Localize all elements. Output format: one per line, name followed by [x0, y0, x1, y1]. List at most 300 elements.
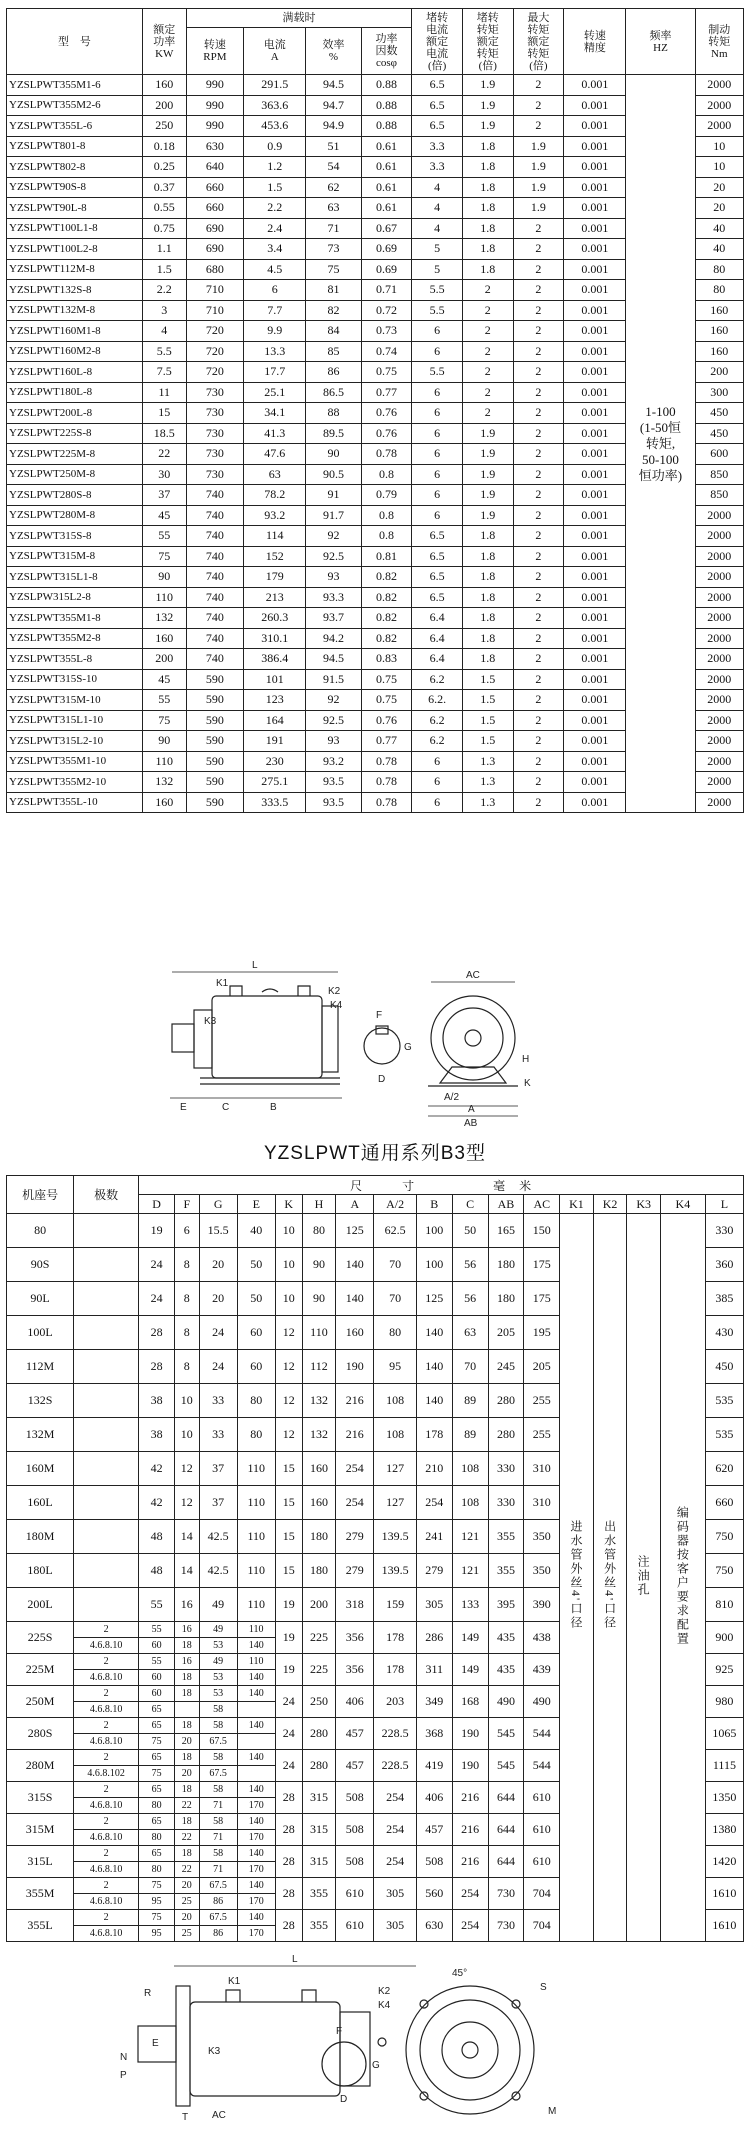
spec-cell: 132: [142, 608, 186, 629]
dim-label-K1: K1: [216, 978, 229, 989]
dim-cell: 610: [524, 1782, 560, 1814]
header-line: Nm: [711, 47, 728, 60]
frequency-note-line: 1-100: [645, 403, 676, 419]
spec-cell: 0.76: [361, 423, 412, 444]
spec-cell: 0.001: [564, 485, 626, 506]
dim-cell: 140: [237, 1910, 275, 1926]
dim-cell: 100: [416, 1214, 452, 1248]
dim-cell: 28: [275, 1878, 302, 1910]
spec-cell: 0.001: [564, 587, 626, 608]
model-cell: YZSLPWT132S-8: [7, 280, 143, 301]
spec-cell: 0.78: [361, 751, 412, 772]
spec-cell: 850: [695, 485, 743, 506]
dim-cell: 254: [336, 1452, 374, 1486]
spec-cell: 2: [462, 362, 513, 383]
spec-cell: 2: [513, 772, 564, 793]
spec-cell: 90.5: [306, 464, 361, 485]
frame-cell: 100L: [7, 1316, 74, 1350]
dim-cell: 704: [524, 1878, 560, 1910]
dim-cell: 56: [452, 1282, 488, 1316]
dim-cell: 544: [524, 1718, 560, 1750]
dim-cell: 457: [336, 1718, 374, 1750]
spec-cell: 55: [142, 526, 186, 547]
spec-cell: 1.9: [513, 136, 564, 157]
col-frame: 机座号: [7, 1176, 74, 1214]
k1-note: [560, 1214, 594, 1942]
dim-cell: 25: [174, 1894, 199, 1910]
model-cell: YZSLPWT355M2-8: [7, 628, 143, 649]
dim-cell: 310: [524, 1452, 560, 1486]
model-cell: YZSLPWT200L-8: [7, 403, 143, 424]
spec-cell: 0.76: [361, 710, 412, 731]
spec-cell: 91.5: [306, 669, 361, 690]
dim-cell: 644: [488, 1782, 524, 1814]
dim-cell: 20: [174, 1766, 199, 1782]
dim-cell: 33: [199, 1418, 237, 1452]
dim-cell: 286: [416, 1622, 452, 1654]
dim-cell: 140: [416, 1316, 452, 1350]
dim-cell: 86: [199, 1894, 237, 1910]
dim-cell: 168: [452, 1686, 488, 1718]
spec-cell: 93.2: [244, 505, 306, 526]
col-dim: F: [174, 1195, 199, 1214]
dim-cell: 140: [237, 1718, 275, 1734]
spec-cell: 6.4: [412, 628, 463, 649]
dim-cell: 22: [174, 1862, 199, 1878]
spec-cell: 2.4: [244, 218, 306, 239]
spec-cell: 0.001: [564, 280, 626, 301]
dim-cell: 560: [416, 1878, 452, 1910]
dim-label-K3-2: K3: [208, 2046, 221, 2057]
dim-cell: 49: [199, 1588, 237, 1622]
dim-cell: 50: [237, 1282, 275, 1316]
dim-cell: 127: [374, 1486, 417, 1520]
spec-cell: 640: [186, 157, 244, 178]
spec-cell: 2: [513, 567, 564, 588]
dim-cell: 12: [174, 1452, 199, 1486]
model-cell: YZSLPWT315S-8: [7, 526, 143, 547]
spec-cell: 0.82: [361, 567, 412, 588]
dim-label-K2: K2: [328, 986, 341, 997]
dim-cell: 65: [139, 1846, 175, 1862]
spec-cell: 22: [142, 444, 186, 465]
dim-cell: 60: [139, 1670, 175, 1686]
spec-cell: 0.001: [564, 772, 626, 793]
dim-cell: 140: [237, 1686, 275, 1702]
spec-cell: 93: [306, 731, 361, 752]
col-dim: L: [705, 1195, 743, 1214]
dim-cell: 178: [374, 1654, 417, 1686]
dim-cell: 630: [416, 1910, 452, 1942]
spec-row: [7, 75, 744, 96]
spec-cell: 0.77: [361, 731, 412, 752]
dim-cell: 58: [199, 1718, 237, 1734]
length-cell: 1380: [705, 1814, 743, 1846]
spec-cell: 10: [695, 157, 743, 178]
poles-cell: 4.6.8.10: [74, 1734, 139, 1750]
dim-cell: 349: [416, 1686, 452, 1718]
dim-cell: 350: [524, 1520, 560, 1554]
spec-cell: 740: [186, 587, 244, 608]
dim-cell: 20: [199, 1282, 237, 1316]
dim-cell: 12: [275, 1418, 302, 1452]
dim-cell: 58: [199, 1814, 237, 1830]
spec-cell: 2000: [695, 567, 743, 588]
dim-cell: 90: [302, 1248, 336, 1282]
dim-label-A2: A/2: [444, 1092, 460, 1103]
dim-cell: 48: [139, 1554, 175, 1588]
header-line: %: [328, 51, 339, 63]
poles-cell: 4.6.8.10: [74, 1670, 139, 1686]
model-cell: YZSLPW315L2-8: [7, 587, 143, 608]
spec-cell: 1.8: [462, 649, 513, 670]
poles-cell: 2: [74, 1686, 139, 1702]
spec-cell: 6: [412, 321, 463, 342]
dim-label-K4-2: K4: [378, 2000, 391, 2011]
dim-cell: 20: [199, 1248, 237, 1282]
dim-cell: 170: [237, 1894, 275, 1910]
spec-cell: 600: [695, 444, 743, 465]
spec-cell: 94.7: [306, 95, 361, 116]
dim-cell: 100: [416, 1248, 452, 1282]
spec-cell: 6: [412, 341, 463, 362]
spec-cell: 1.1: [142, 239, 186, 260]
dim-cell: [237, 1734, 275, 1750]
dim-cell: [237, 1702, 275, 1718]
dim-cell: 86: [199, 1926, 237, 1942]
spec-cell: 0.55: [142, 198, 186, 219]
angle-label: 45°: [452, 1968, 468, 1979]
dim-cell: 225: [302, 1622, 336, 1654]
spec-cell: 62: [306, 177, 361, 198]
dim-cell: 18: [174, 1846, 199, 1862]
dim-label-K1-2: K1: [228, 1976, 241, 1987]
spec-cell: 2: [513, 75, 564, 96]
spec-cell: 363.6: [244, 95, 306, 116]
dim-cell: 305: [416, 1588, 452, 1622]
header-line: 转矩: [527, 23, 550, 36]
header-line: 堵转: [426, 11, 449, 24]
spec-cell: 300: [695, 382, 743, 403]
dim-cell: 350: [524, 1554, 560, 1588]
dim-cell: 80: [302, 1214, 336, 1248]
dim-cell: 10: [174, 1418, 199, 1452]
model-cell: YZSLPWT315L1-8: [7, 567, 143, 588]
spec-cell: 0.76: [361, 403, 412, 424]
col-dim: AB: [488, 1195, 524, 1214]
spec-cell: 75: [142, 710, 186, 731]
dim-cell: 95: [139, 1926, 175, 1942]
dim-cell: 149: [452, 1654, 488, 1686]
spec-cell: 2: [513, 546, 564, 567]
spec-cell: 0.001: [564, 669, 626, 690]
spec-cell: 71: [306, 218, 361, 239]
spec-cell: 260.3: [244, 608, 306, 629]
dim-cell: 190: [452, 1718, 488, 1750]
header-line: 最大: [527, 11, 550, 24]
spec-cell: 1.9: [462, 444, 513, 465]
spec-cell: 2000: [695, 116, 743, 137]
spec-cell: 0.001: [564, 300, 626, 321]
spec-cell: 6: [412, 772, 463, 793]
dim-label-F-2: F: [336, 2026, 343, 2037]
col-dim: B: [416, 1195, 452, 1214]
spec-cell: 5: [412, 239, 463, 260]
header-line: RPM: [203, 51, 227, 63]
spec-cell: 2: [462, 341, 513, 362]
model-cell: YZSLPWT355L-8: [7, 649, 143, 670]
dim-cell: 140: [336, 1248, 374, 1282]
dim-cell: 18: [174, 1814, 199, 1830]
dim-cell: 175: [524, 1282, 560, 1316]
header-line: 堵转: [476, 11, 499, 24]
spec-cell: 200: [142, 649, 186, 670]
dim-cell: 140: [237, 1814, 275, 1830]
dim-cell: 406: [336, 1686, 374, 1718]
dim-cell: 25: [174, 1926, 199, 1942]
dim-cell: 190: [452, 1750, 488, 1782]
dim-cell: 89: [452, 1418, 488, 1452]
col-speed: [186, 28, 244, 75]
dim-cell: 53: [199, 1638, 237, 1654]
dim-cell: 80: [139, 1798, 175, 1814]
dim-cell: 140: [336, 1282, 374, 1316]
spec-cell: 250: [142, 116, 186, 137]
dim-cell: 108: [452, 1452, 488, 1486]
spec-cell: 94.2: [306, 628, 361, 649]
spec-cell: 0.71: [361, 280, 412, 301]
dim-cell: 438: [524, 1622, 560, 1654]
spec-cell: 0.001: [564, 792, 626, 813]
dim-label-K4: K4: [330, 1000, 343, 1011]
header-line: HZ: [653, 41, 668, 54]
spec-cell: 1.2: [244, 157, 306, 178]
dim-cell: 16: [174, 1588, 199, 1622]
spec-cell: 2: [513, 341, 564, 362]
spec-cell: 0.77: [361, 382, 412, 403]
spec-cell: 73: [306, 239, 361, 260]
b3-motor-drawing: [160, 958, 590, 1130]
col-dimension-group: 尺 寸 毫 米: [139, 1176, 744, 1195]
spec-cell: 590: [186, 751, 244, 772]
spec-cell: 2: [513, 423, 564, 444]
frame-cell: 112M: [7, 1350, 74, 1384]
dim-cell: 33: [199, 1384, 237, 1418]
spec-cell: 0.001: [564, 362, 626, 383]
model-cell: YZSLPWT180L-8: [7, 382, 143, 403]
dim-label-G: G: [404, 1042, 412, 1053]
spec-cell: 0.88: [361, 116, 412, 137]
spec-cell: 0.001: [564, 464, 626, 485]
dim-label-K: K: [524, 1078, 531, 1089]
poles-cell: 4.6.8.10: [74, 1926, 139, 1942]
dim-cell: 75: [139, 1910, 175, 1926]
spec-cell: 0.001: [564, 444, 626, 465]
dim-cell: 254: [452, 1878, 488, 1910]
dim-cell: 15: [275, 1520, 302, 1554]
dim-cell: 490: [524, 1686, 560, 1718]
length-cell: 980: [705, 1686, 743, 1718]
k2-note-text: 出水管外丝4'口径: [602, 1520, 617, 1631]
spec-cell: 0.001: [564, 567, 626, 588]
spec-cell: 200: [695, 362, 743, 383]
spec-cell: 2: [513, 239, 564, 260]
spec-cell: 1.8: [462, 567, 513, 588]
dim-cell: 38: [139, 1418, 175, 1452]
header-line: 功率: [153, 35, 176, 48]
header-line: 额定: [426, 35, 449, 48]
dim-cell: 121: [452, 1520, 488, 1554]
dim-cell: 195: [524, 1316, 560, 1350]
spec-cell: 2000: [695, 751, 743, 772]
model-cell: YZSLPWT132M-8: [7, 300, 143, 321]
spec-cell: 40: [695, 218, 743, 239]
col-dim: K: [275, 1195, 302, 1214]
dim-cell: 70: [374, 1248, 417, 1282]
dim-cell: 55: [139, 1588, 175, 1622]
spec-cell: 0.001: [564, 690, 626, 711]
spec-cell: 2: [513, 792, 564, 813]
spec-cell: 6: [412, 505, 463, 526]
dim-cell: 18: [174, 1670, 199, 1686]
spec-cell: 990: [186, 75, 244, 96]
dim-cell: 170: [237, 1862, 275, 1878]
dim-cell: 254: [452, 1910, 488, 1942]
dim-cell: 24: [275, 1750, 302, 1782]
frame-cell: 80: [7, 1214, 74, 1248]
spec-cell: 0.25: [142, 157, 186, 178]
spec-cell: 0.001: [564, 136, 626, 157]
spec-cell: 0.001: [564, 526, 626, 547]
spec-cell: 88: [306, 403, 361, 424]
flange-motor-drawing: [116, 1950, 616, 2130]
spec-cell: 740: [186, 628, 244, 649]
dim-cell: 140: [237, 1846, 275, 1862]
dim-cell: 20: [174, 1878, 199, 1894]
poles-cell: 4.6.8.10: [74, 1894, 139, 1910]
poles-cell: 4.6.8.10: [74, 1638, 139, 1654]
model-cell: YZSLPWT160L-8: [7, 362, 143, 383]
spec-cell: 450: [695, 423, 743, 444]
dim-cell: 12: [275, 1350, 302, 1384]
dim-cell: 160: [336, 1316, 374, 1350]
spec-cell: 3.3: [412, 136, 463, 157]
dim-cell: 58: [199, 1702, 237, 1718]
spec-cell: 55: [142, 690, 186, 711]
spec-cell: 0.83: [361, 649, 412, 670]
dim-cell: 10: [275, 1282, 302, 1316]
poles-cell: 2: [74, 1910, 139, 1926]
dim-cell: 280: [488, 1418, 524, 1452]
length-cell: 810: [705, 1588, 743, 1622]
col-dim: D: [139, 1195, 175, 1214]
spec-cell: 0.75: [142, 218, 186, 239]
spec-cell: 78.2: [244, 485, 306, 506]
spec-cell: 1.8: [462, 218, 513, 239]
poles-cell: [74, 1384, 139, 1418]
spec-cell: 2000: [695, 75, 743, 96]
spec-cell: 1.8: [462, 587, 513, 608]
spec-cell: 2: [513, 362, 564, 383]
header-line: 电流: [426, 47, 449, 60]
spec-cell: 0.61: [361, 177, 412, 198]
spec-cell: 690: [186, 218, 244, 239]
spec-cell: 740: [186, 485, 244, 506]
header-line: 效率: [322, 39, 345, 51]
dim-cell: 15: [275, 1452, 302, 1486]
spec-cell: 160: [142, 628, 186, 649]
dim-cell: 254: [374, 1846, 417, 1878]
spec-cell: 730: [186, 464, 244, 485]
spec-cell: 5: [412, 259, 463, 280]
dim-label-K3: K3: [204, 1016, 217, 1027]
dim-cell: 133: [452, 1588, 488, 1622]
dim-cell: 279: [336, 1520, 374, 1554]
col-full-load: 满载时: [186, 9, 412, 28]
poles-cell: [74, 1588, 139, 1622]
spec-cell: 2.2: [244, 198, 306, 219]
spec-cell: 2: [513, 321, 564, 342]
dim-cell: 508: [336, 1782, 374, 1814]
spec-cell: 730: [186, 423, 244, 444]
dim-cell: 65: [139, 1702, 175, 1718]
col-efficiency: [306, 28, 361, 75]
poles-cell: [74, 1350, 139, 1384]
spec-cell: 2: [513, 116, 564, 137]
dim-cell: 8: [174, 1350, 199, 1384]
spec-cell: 590: [186, 731, 244, 752]
spec-cell: 2000: [695, 95, 743, 116]
header-line: KW: [155, 47, 174, 60]
dim-cell: 254: [336, 1486, 374, 1520]
spec-cell: 85: [306, 341, 361, 362]
frame-cell: 132S: [7, 1384, 74, 1418]
dim-cell: 315: [302, 1782, 336, 1814]
length-cell: 750: [705, 1554, 743, 1588]
spec-cell: 730: [186, 382, 244, 403]
model-cell: YZSLPWT100L1-8: [7, 218, 143, 239]
spec-cell: 6: [412, 444, 463, 465]
spec-cell: 1.9: [462, 75, 513, 96]
dim-cell: 75: [139, 1766, 175, 1782]
model-cell: YZSLPWT112M-8: [7, 259, 143, 280]
spec-cell: 386.4: [244, 649, 306, 670]
frequency-note: [626, 75, 695, 813]
spec-cell: 6.2: [412, 669, 463, 690]
dim-cell: 110: [237, 1588, 275, 1622]
spec-cell: 6: [412, 423, 463, 444]
poles-cell: 2: [74, 1782, 139, 1798]
spec-cell: 80: [695, 280, 743, 301]
dim-cell: 49: [199, 1622, 237, 1638]
spec-cell: 990: [186, 116, 244, 137]
dim-cell: 121: [452, 1554, 488, 1588]
dim-cell: 225: [302, 1654, 336, 1686]
spec-cell: 0.001: [564, 218, 626, 239]
model-cell: YZSLPWT802-8: [7, 157, 143, 178]
dim-cell: 170: [237, 1830, 275, 1846]
spec-cell: 93.7: [306, 608, 361, 629]
spec-cell: 0.82: [361, 587, 412, 608]
header-line: 转矩: [476, 47, 499, 60]
model-cell: YZSLPWT355M1-8: [7, 608, 143, 629]
frame-cell: 160M: [7, 1452, 74, 1486]
spec-cell: 0.001: [564, 75, 626, 96]
frame-cell: 180L: [7, 1554, 74, 1588]
dim-cell: 42: [139, 1452, 175, 1486]
dim-cell: 67.5: [199, 1734, 237, 1750]
model-cell: YZSLPWT280S-8: [7, 485, 143, 506]
